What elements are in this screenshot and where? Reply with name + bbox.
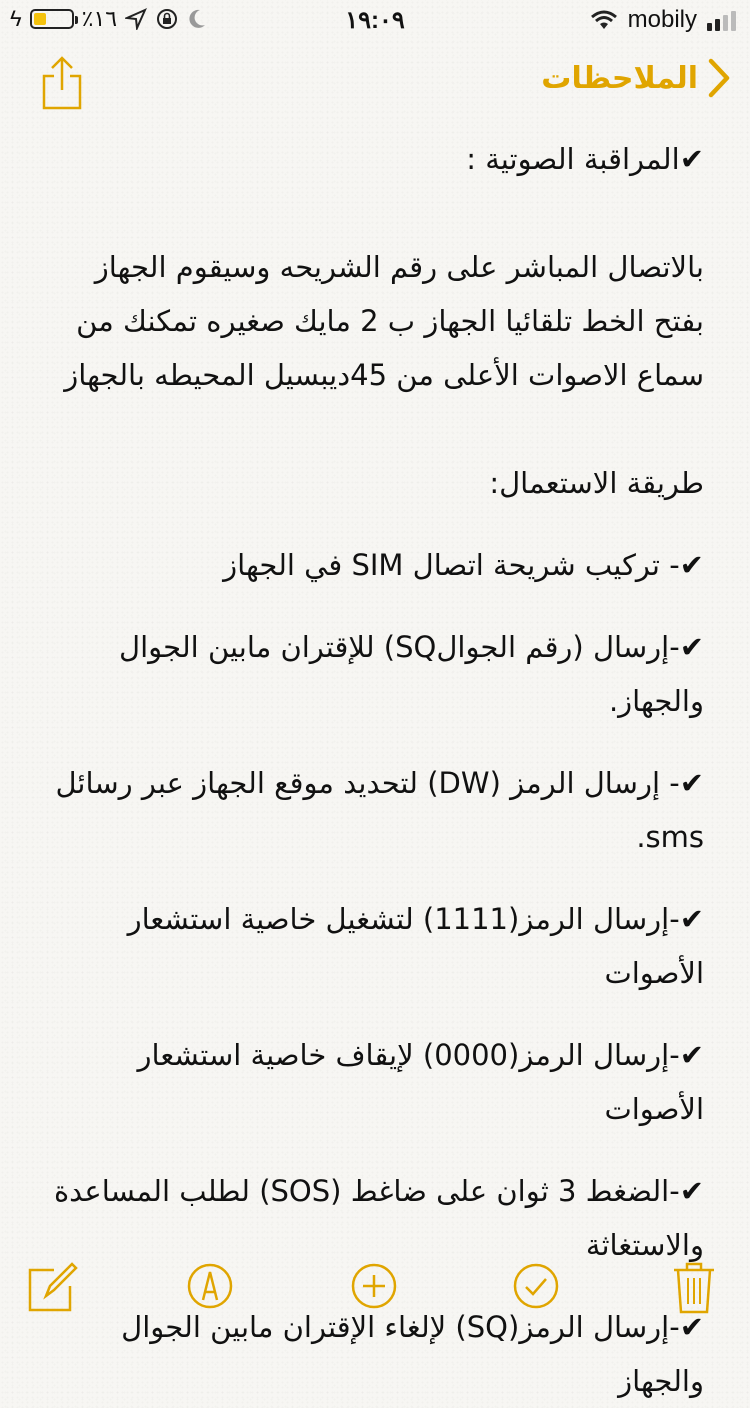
list-item: ✔︎-الضغط 3 ثوان على ضاغط (SOS) لطلب المساعدة والاستغاثة bbox=[53, 1174, 704, 1262]
bottom-toolbar bbox=[0, 1234, 750, 1334]
list-item: ✔︎-إرسال الرمز(SQ) لإلغاء الإقتران مابين الجوال والجهاز bbox=[121, 1310, 704, 1398]
list-item: ✔︎- تركيب شريحة اتصال SIM في الجهاز bbox=[223, 548, 704, 582]
trash-button[interactable] bbox=[664, 1256, 724, 1316]
markup-button[interactable] bbox=[180, 1256, 240, 1316]
list-item: ✔︎- إرسال الرمز (DW) لتحديد موقع الجهاز عبر رسائل sms. bbox=[55, 766, 704, 854]
trash-icon bbox=[664, 1256, 724, 1316]
navigation-bar bbox=[0, 48, 750, 118]
compose-icon bbox=[24, 1256, 84, 1316]
wifi-icon bbox=[590, 9, 618, 31]
status-time: ١٩:٠٩ bbox=[345, 7, 405, 34]
status-right bbox=[590, 6, 736, 34]
share-button[interactable] bbox=[40, 54, 84, 110]
markup-icon bbox=[180, 1256, 240, 1316]
note-paragraph: بالاتصال المباشر على رقم الشريحه وسيقوم الجهاز بفتح الخط تلقائيا الجهاز ب 2 مايك صغيره تمكنك من سماع الاصوات الأعلى من 45ديبسيل المحيطه بالجهاز bbox=[64, 250, 704, 392]
list-item: ✔︎-إرسال (رقم الجوالSQ) للإقتران مابين الجوال والجهاز. bbox=[119, 630, 704, 718]
compose-button[interactable] bbox=[24, 1256, 84, 1316]
battery-percent: ٪١٦ bbox=[81, 6, 118, 31]
list-item: ✔︎-إرسال الرمز(0000) لإيقاف خاصية استشعار الأصوات bbox=[137, 1038, 704, 1126]
checklist-icon bbox=[506, 1256, 566, 1316]
status-bar bbox=[0, 0, 750, 40]
chevron-right-icon bbox=[708, 58, 730, 98]
list-item: ✔︎-إرسال الرمز(1111) لتشغيل خاصية استشعار الأصوات bbox=[127, 902, 704, 990]
add-icon bbox=[344, 1256, 404, 1316]
checklist-button[interactable] bbox=[506, 1256, 566, 1316]
carrier-name: mobily bbox=[627, 6, 697, 33]
blank-line bbox=[40, 186, 704, 240]
add-button[interactable] bbox=[344, 1256, 404, 1316]
blank-line bbox=[40, 402, 704, 456]
charging-bolt-icon: ϟ bbox=[10, 6, 22, 31]
note-heading: ✔︎المراقبة الصوتية : bbox=[466, 142, 704, 176]
back-button[interactable] bbox=[541, 58, 730, 98]
back-label: الملاحظات bbox=[541, 60, 698, 96]
note-body[interactable] bbox=[40, 132, 704, 1408]
share-icon bbox=[40, 54, 84, 110]
signal-strength-icon bbox=[707, 9, 736, 31]
usage-heading: طريقة الاستعمال: bbox=[489, 466, 704, 500]
